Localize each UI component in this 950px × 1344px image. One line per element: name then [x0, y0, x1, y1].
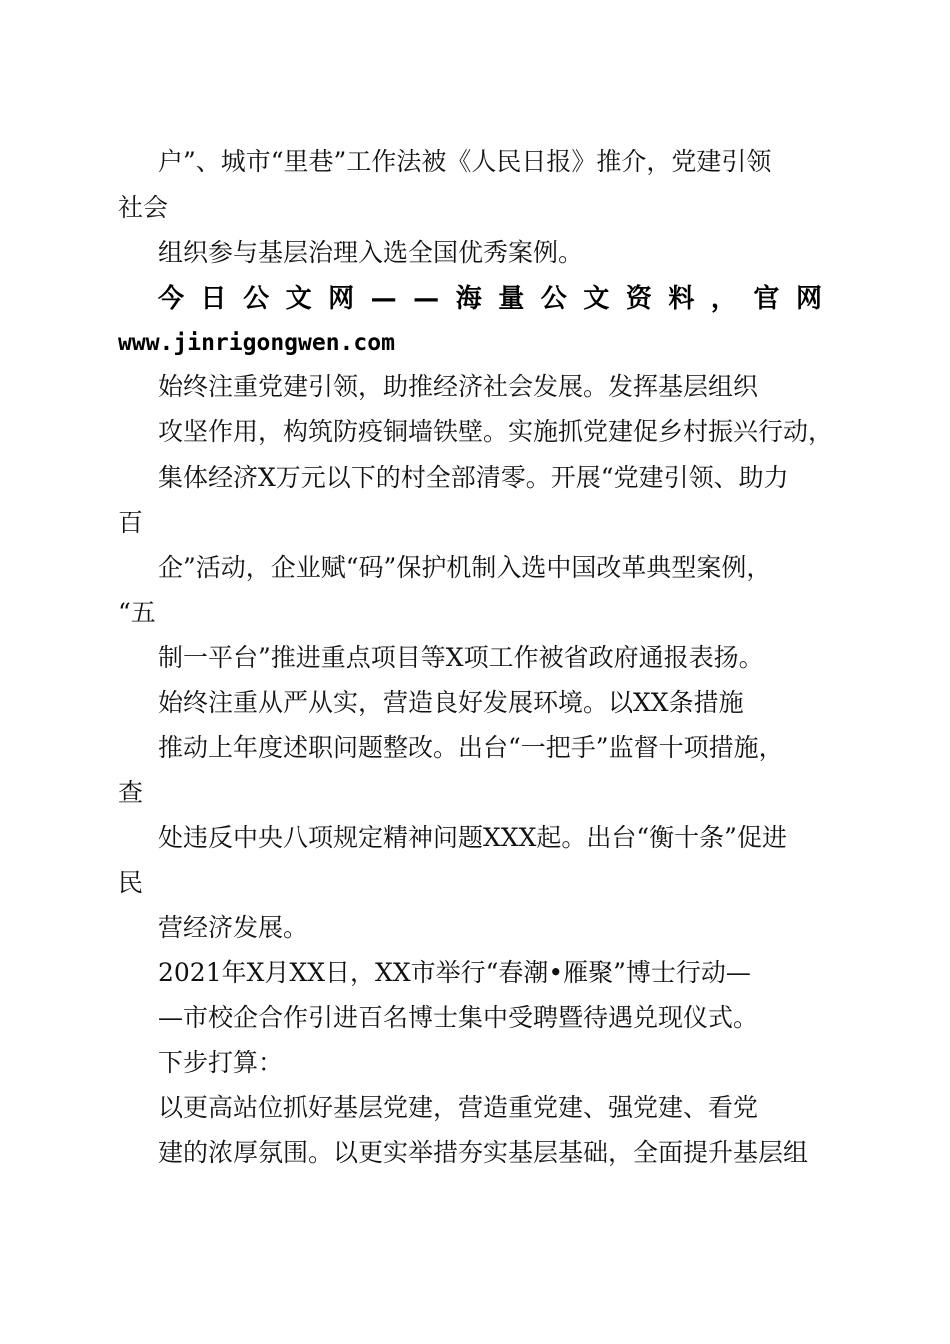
- text-line: 下步打算：: [158, 1048, 284, 1077]
- text-line: 组织参与基层治理入选全国优秀案例。: [158, 238, 584, 267]
- text-line: 营经济发展。: [158, 913, 309, 942]
- text-line: 始终注重党建引领，助推经济社会发展。发挥基层组织: [158, 372, 759, 401]
- text-line: —市校企合作引进百名博士集中受聘暨待遇兑现仪式。: [158, 1003, 759, 1032]
- text-line: 集体经济X万元以下的村全部清零。开展“党建引领、助力: [158, 463, 789, 492]
- website-banner: [158, 281, 822, 317]
- text-line: “五: [118, 598, 156, 627]
- banner-char: 公: [540, 284, 567, 314]
- banner-char: 日: [200, 284, 227, 314]
- text-line: 户”、城市“里巷”工作法被《人民日报》推介，党建引领: [158, 147, 772, 176]
- banner-url: www.jinrigongwen.com: [118, 330, 395, 356]
- banner-char: —: [370, 284, 397, 314]
- text-line: 处违反中央八项规定精神问题XXX起。出台“衡十条”促进: [158, 823, 787, 852]
- text-line: 百: [118, 508, 144, 537]
- banner-char: ，: [710, 284, 737, 314]
- banner-char: 公: [243, 284, 270, 314]
- banner-char: 今: [158, 284, 185, 314]
- text-line: 2021年X月XX日，XX市举行“春潮•雁聚”博士行动—: [158, 958, 751, 987]
- banner-char: 文: [285, 284, 312, 314]
- text-line: 企”活动，企业赋“码”保护机制入选中国改革典型案例，: [158, 553, 772, 582]
- text-line: 推动上年度述职问题整改。出台“一把手”监督十项措施，: [158, 733, 784, 762]
- banner-char: 官: [753, 284, 780, 314]
- banner-char: 网: [328, 284, 355, 314]
- banner-char: 资: [625, 284, 652, 314]
- text-line: 始终注重从严从实，营造良好发展环境。以XX条措施: [158, 688, 744, 717]
- banner-char: 料: [668, 284, 695, 314]
- text-line: 民: [118, 868, 144, 897]
- text-line: 以更高站位抓好基层党建，营造重党建、强党建、看党: [158, 1093, 759, 1122]
- banner-char: 海: [455, 284, 482, 314]
- text-line: 查: [118, 778, 144, 807]
- banner-char: 量: [498, 284, 525, 314]
- banner-char: 文: [583, 284, 610, 314]
- text-line: 建的浓厚氛围。以更实举措夯实基层基础，全面提升基层组: [158, 1138, 809, 1167]
- banner-char: —: [413, 284, 440, 314]
- banner-char: 网: [795, 284, 822, 314]
- text-line: 制一平台”推进重点项目等X项工作被省政府通报表扬。: [158, 643, 764, 672]
- text-line: 攻坚作用，构筑防疫铜墙铁壁。实施抓党建促乡村振兴行动，: [158, 417, 834, 446]
- text-line: 社会: [118, 193, 169, 222]
